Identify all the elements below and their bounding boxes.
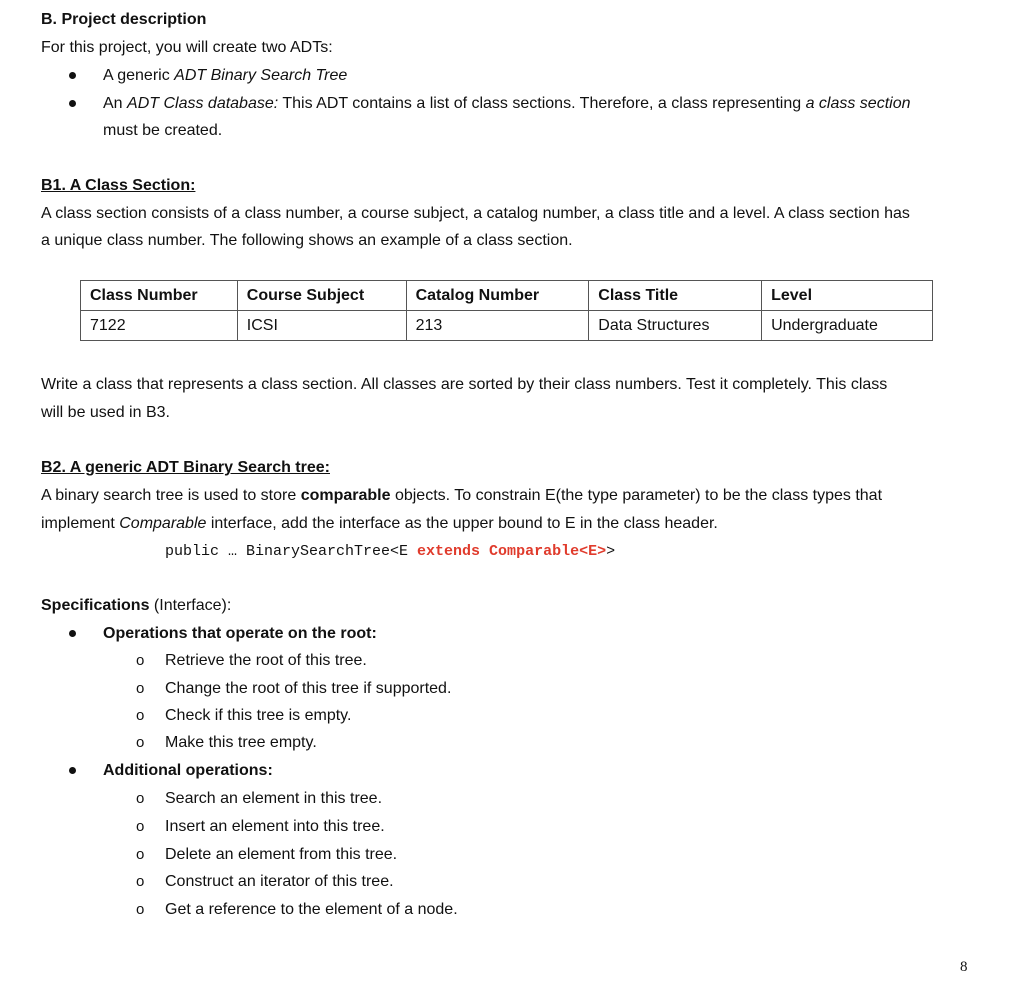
bullet-text: A generic xyxy=(103,67,175,84)
circle-bullet-icon: o xyxy=(136,846,145,863)
b2-text: implement xyxy=(41,515,120,532)
list-item: Search an element in this tree. xyxy=(165,790,383,807)
table-cell: ICSI xyxy=(237,311,406,341)
bullet-italic: ADT Class database: xyxy=(127,95,279,112)
b2-italic-text: Comparable xyxy=(119,515,207,532)
list-item: Delete an element from this tree. xyxy=(165,846,398,863)
list-item: Get a reference to the element of a node. xyxy=(165,901,458,918)
root-ops-title: Operations that operate on the root: xyxy=(103,625,377,642)
list-item: Insert an element into this tree. xyxy=(165,818,385,835)
table-row xyxy=(81,311,933,341)
table-header-cell: Class Title xyxy=(589,281,762,311)
section-b-heading: B. Project description xyxy=(41,11,207,28)
circle-bullet-icon: o xyxy=(136,901,145,918)
list-item: Construct an iterator of this tree. xyxy=(165,873,394,890)
specs-heading xyxy=(41,596,231,616)
code-highlight: extends Comparable<E> xyxy=(417,543,607,560)
b2-bold-text: comparable xyxy=(300,487,391,504)
b1-paragraph-line1: A class section consists of a class number, a course subject, a catalog number, a class title and a level. A class section has xyxy=(41,205,910,222)
table-header-cell: Level xyxy=(762,281,933,311)
circle-bullet-icon: o xyxy=(136,707,145,724)
table-header-cell: Class Number xyxy=(81,281,238,311)
code-class-header xyxy=(165,542,615,562)
additional-ops-title: Additional operations: xyxy=(103,762,273,779)
circle-bullet-icon: o xyxy=(136,818,145,835)
table-cell: 7122 xyxy=(81,311,238,341)
circle-bullet-icon: o xyxy=(136,790,145,807)
code-text: public … BinarySearchTree<E xyxy=(165,543,418,560)
list-item: Retrieve the root of this tree. xyxy=(165,652,367,669)
b2-heading: B2. A generic ADT Binary Search tree: xyxy=(41,459,330,476)
table-cell: 213 xyxy=(406,311,589,341)
bullet-adt-bst xyxy=(103,66,347,86)
b1-paragraph-line2: a unique class number. The following shows an example of a class section. xyxy=(41,232,573,249)
bullet-text: This ADT contains a list of class sections. Therefore, a class representing xyxy=(278,95,806,112)
list-item: Make this tree empty. xyxy=(165,734,317,751)
bullet-italic: ADT Binary Search Tree xyxy=(174,67,348,84)
section-b-intro: For this project, you will create two ADTs: xyxy=(41,39,333,56)
b2-text: A binary search tree is used to store xyxy=(41,487,301,504)
table-header-row xyxy=(81,281,933,311)
b2-text: objects. To constrain E(the type parameter) to be the class types that xyxy=(390,487,883,504)
bullet-icon xyxy=(69,72,76,79)
class-section-table xyxy=(80,280,933,341)
circle-bullet-icon: o xyxy=(136,652,145,669)
table-header-cell: Catalog Number xyxy=(406,281,589,311)
table-cell: Undergraduate xyxy=(762,311,933,341)
circle-bullet-icon: o xyxy=(136,680,145,697)
circle-bullet-icon: o xyxy=(136,873,145,890)
list-item: Check if this tree is empty. xyxy=(165,707,352,724)
code-text: > xyxy=(606,543,616,560)
list-item: Change the root of this tree if supported. xyxy=(165,680,452,697)
b1-write-line1: Write a class that represents a class section. All classes are sorted by their class numbers. Test it completely. This class xyxy=(41,376,888,393)
b1-write-line2: will be used in B3. xyxy=(41,404,170,421)
b2-line2 xyxy=(41,514,718,534)
specs-heading-bold: Specifications xyxy=(41,597,150,614)
circle-bullet-icon: o xyxy=(136,734,145,751)
bullet-adt-class-db xyxy=(103,94,911,114)
bullet-icon xyxy=(69,630,76,637)
page-number: 8 xyxy=(960,959,968,975)
bullet-icon xyxy=(69,100,76,107)
b2-text: interface, add the interface as the upper bound to E in the class header. xyxy=(206,515,718,532)
table-header-cell: Course Subject xyxy=(237,281,406,311)
b1-heading: B1. A Class Section: xyxy=(41,177,196,194)
bullet-icon xyxy=(69,767,76,774)
bullet-italic: a class section xyxy=(805,95,911,112)
bullet-adt-class-db-line2: must be created. xyxy=(103,122,223,139)
bullet-text: An xyxy=(103,95,128,112)
specs-heading-rest: (Interface): xyxy=(149,597,232,614)
b2-line1 xyxy=(41,486,882,506)
table-cell: Data Structures xyxy=(589,311,762,341)
